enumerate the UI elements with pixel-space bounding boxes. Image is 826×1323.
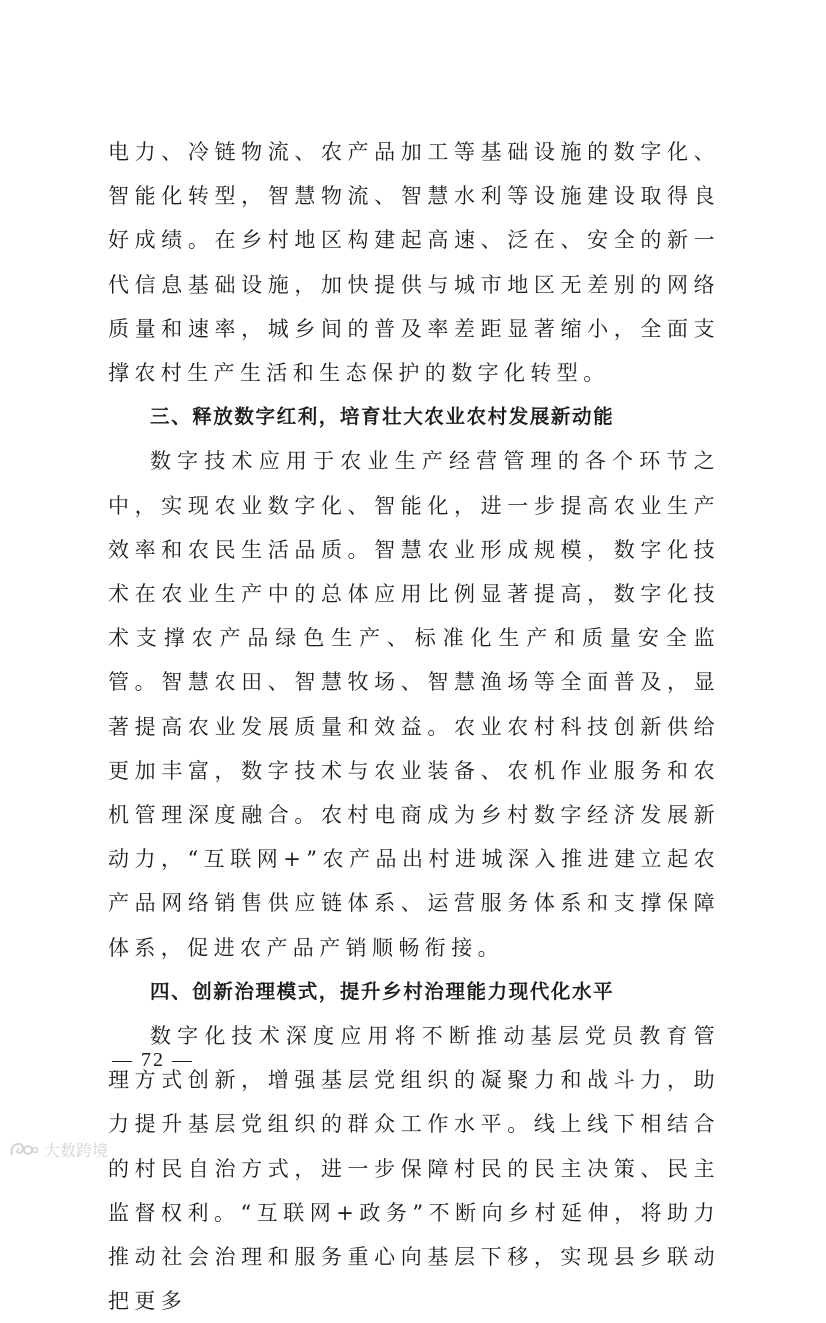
document-body	[108, 130, 720, 1323]
section-heading-4: 四、创新治理模式，提升乡村治理能力现代化水平	[150, 979, 615, 1003]
watermark-text: 大数跨境	[44, 1141, 109, 1160]
page-number: — 72 —	[112, 1049, 194, 1071]
paragraph-governance: 数字化技术深度应用将不断推动基层党员教育管理方式创新，增强基层党组织的凝聚力和战斗力，助力提升基层党组织的群众工作水平。线上线下相结合的村民自治方式，进一步保障村民的民主决策、民主监督权利。“互联网+政务”不断向乡村延伸，将助力推动社会治理和服务重心向基层下移，实现县乡联动把更多	[108, 1024, 720, 1314]
logo-icon	[8, 1139, 38, 1161]
paragraph-infrastructure: 电力、冷链物流、农产品加工等基础设施的数字化、智能化转型，智慧物流、智慧水利等设施建设取得良好成绩。在乡村地区构建起高速、泛在、安全的新一代信息基础设施，加快提供与城市地区无差别的网络质量和速率，城乡间的普及率差距显著缩小，全面支撑农村生产生活和生态保护的数字化转型。	[108, 140, 720, 386]
section-heading-3: 三、释放数字红利，培育壮大农业农村发展新动能	[150, 405, 615, 429]
paragraph-digital-dividend: 数字技术应用于农业生产经营管理的各个环节之中，实现农业数字化、智能化，进一步提高农业生产效率和农民生活品质。智慧农业形成规模，数字化技术在农业生产中的总体应用比例显著提高，数字化技术支撑农产品绿色生产、标准化生产和质量安全监管。智慧农田、智慧牧场、智慧渔场等全面普及，显著提高农业发展质量和效益。农业农村科技创新供给更加丰富，数字技术与农业装备、农机作业服务和农机管理深度融合。农村电商成为乡村数字经济发展新动力，“互联网+”农产品出村进城深入推进建立起农产品网络销售供应链体系、运营服务体系和支撑保障体系，促进农产品产销顺畅衔接。	[108, 449, 720, 960]
watermark	[8, 1138, 108, 1161]
